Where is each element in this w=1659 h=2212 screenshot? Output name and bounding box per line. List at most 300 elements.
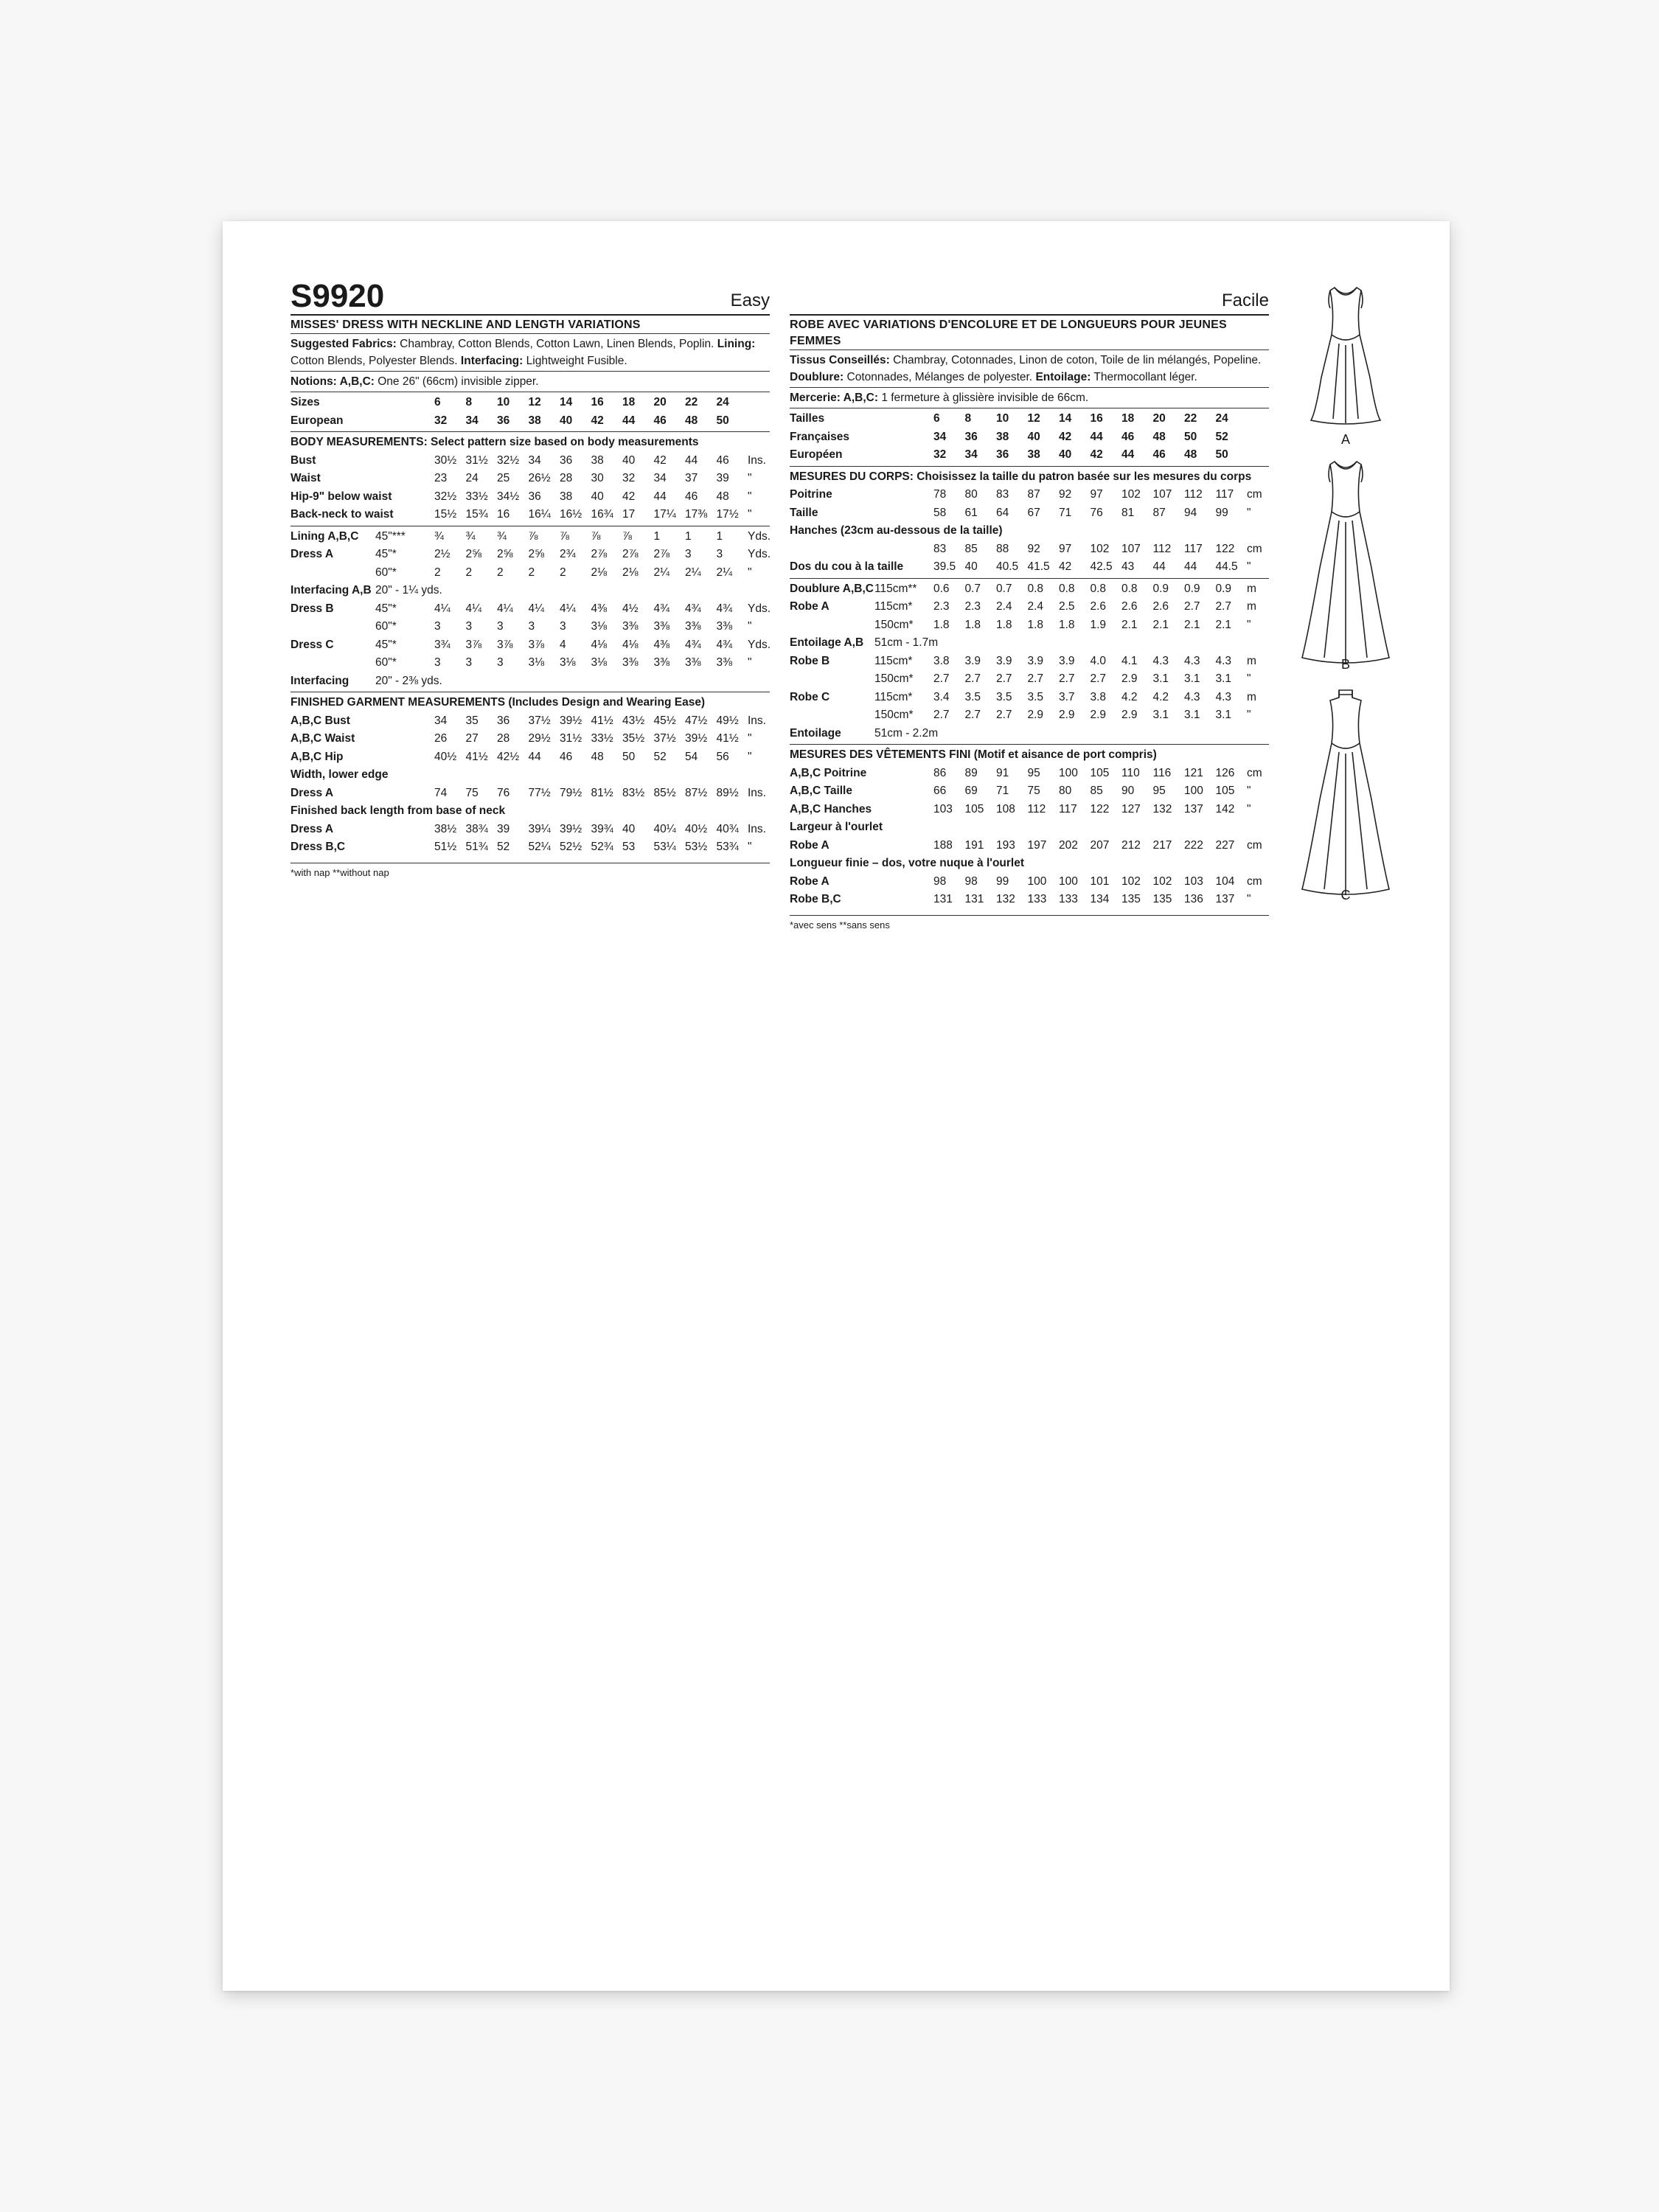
- notions: [291, 371, 770, 392]
- table-cell: 3: [685, 548, 692, 560]
- table-cell: 33½: [591, 732, 613, 745]
- table-cell: 71: [1059, 506, 1072, 519]
- table-cell: 52¼: [528, 841, 551, 853]
- finished-measurements: [291, 692, 770, 858]
- table-cell: 42: [1059, 430, 1072, 443]
- sizes-label: Sizes: [291, 396, 320, 408]
- table-cell: 48: [716, 490, 729, 503]
- table-cell: 78: [933, 488, 947, 501]
- table-cell: 10: [996, 412, 1009, 425]
- table-cell: 49½: [716, 714, 739, 727]
- table-cell: 3⅞: [497, 638, 513, 651]
- row-label: Dos du cou à la taille: [790, 560, 904, 573]
- table-cell: 112: [1184, 488, 1203, 501]
- yardage-table: [291, 526, 770, 692]
- table-cell: 3⅜: [653, 656, 670, 669]
- table-cell: 87½: [685, 786, 708, 799]
- table-cell: 2.5: [1059, 600, 1075, 613]
- table-cell: 38: [560, 490, 573, 503]
- table-row: [291, 564, 770, 582]
- table-cell: 2.9: [1121, 672, 1138, 685]
- tailles-row: [790, 410, 1269, 428]
- table-cell: 103: [933, 802, 953, 815]
- table-cell: 25: [497, 472, 510, 484]
- table-cell: 42: [653, 453, 667, 467]
- table-row: [291, 712, 770, 731]
- table-cell: 34: [528, 453, 541, 467]
- table-cell: 4.3: [1215, 654, 1232, 667]
- table-cell: 32½: [497, 453, 520, 467]
- table-cell: 16: [591, 396, 604, 408]
- table-row: [291, 600, 770, 619]
- table-cell: 227: [1215, 838, 1235, 852]
- table-cell: 61: [964, 506, 978, 519]
- table-row: [291, 838, 770, 857]
- table-cell: 12: [1027, 412, 1040, 425]
- table-cell: 202: [1059, 838, 1078, 852]
- table-cell: 27: [465, 732, 479, 745]
- table-row: [291, 748, 770, 767]
- table-cell: 80: [964, 488, 978, 501]
- row-label: Longueur finie – dos, votre nuque à l'ourlet: [790, 857, 1025, 869]
- table-cell: 30: [591, 472, 604, 484]
- table-row: [291, 785, 770, 803]
- table-cell: ⅞: [591, 529, 601, 543]
- table-cell: 102: [1121, 488, 1141, 501]
- table-row: [790, 558, 1269, 577]
- table-cell: 4.3: [1184, 654, 1200, 667]
- table-cell: 46: [653, 414, 667, 427]
- table-cell: 100: [1184, 785, 1203, 797]
- table-row: [790, 653, 1269, 671]
- table-cell: 23: [434, 472, 448, 484]
- table-cell: 48: [1152, 430, 1166, 443]
- table-cell: 39½: [560, 822, 582, 835]
- table-row: [790, 706, 1269, 725]
- table-cell: 53¾: [716, 841, 739, 853]
- table-cell: 39¾: [591, 822, 613, 835]
- table-row: [291, 452, 770, 470]
- table-row: [291, 821, 770, 839]
- table-cell: 3: [528, 620, 535, 633]
- body-heading: BODY MEASUREMENTS: Select pattern size based on body measurements: [291, 436, 699, 448]
- table-cell: 39: [716, 472, 729, 484]
- tailles-label: Tailles: [790, 412, 825, 425]
- table-row: [790, 670, 1269, 689]
- table-cell: 50: [622, 750, 636, 763]
- fabric-width: 150cm*: [874, 618, 914, 631]
- lining-label: Lining:: [717, 338, 756, 350]
- row-spacer: [375, 821, 434, 839]
- table-cell: 2.7: [996, 672, 1012, 685]
- table-cell: 110: [1121, 766, 1140, 779]
- row-label: A,B,C Taille: [790, 785, 852, 797]
- table-cell: 41½: [591, 714, 613, 727]
- table-cell: 142: [1215, 802, 1235, 815]
- row-label: Poitrine: [790, 488, 832, 501]
- table-cell: 0.8: [1027, 582, 1044, 595]
- table-cell: 16¾: [591, 508, 613, 521]
- europeen-label: Européen: [790, 448, 843, 461]
- table-cell: 102: [1090, 542, 1110, 555]
- table-cell: 44: [653, 490, 667, 503]
- row-label: Finished back length from base of neck: [291, 804, 506, 817]
- interfacing-text: Lightweight Fusible.: [526, 355, 627, 367]
- table-cell: 2: [560, 566, 566, 579]
- table-cell: 3⅜: [716, 656, 733, 669]
- table-cell: 121: [1184, 766, 1203, 779]
- row-spacer: [874, 558, 933, 577]
- row-spacer: [375, 748, 434, 767]
- unit-label: ": [1247, 560, 1251, 573]
- francaises-row: [790, 428, 1269, 447]
- table-cell: 2.6: [1121, 600, 1138, 613]
- table-cell: 53½: [685, 841, 708, 853]
- table-cell: 0.9: [1215, 582, 1232, 595]
- table-cell: 4.1: [1121, 654, 1138, 667]
- row-spacer: [874, 504, 933, 523]
- dress-views: [1298, 283, 1394, 917]
- table-cell: 2.7: [933, 672, 950, 685]
- table-cell: 100: [1027, 874, 1047, 888]
- table-cell: 2¼: [653, 566, 670, 579]
- table-cell: 14: [1059, 412, 1072, 425]
- table-cell: 32½: [434, 490, 457, 503]
- table-cell: 92: [1027, 542, 1040, 555]
- unit-label: Yds.: [748, 638, 771, 651]
- table-cell: 3⅛: [560, 656, 576, 669]
- interfacing-label: Interfacing:: [460, 355, 524, 367]
- unit-label: Ins.: [748, 786, 766, 799]
- unit-label: Ins.: [748, 453, 766, 467]
- table-row: [790, 486, 1269, 504]
- table-cell: 97: [1090, 488, 1103, 501]
- table-cell: 95: [1152, 785, 1166, 797]
- table-cell: 0.7: [996, 582, 1012, 595]
- table-cell: 2: [497, 566, 504, 579]
- table-cell: 69: [964, 785, 978, 797]
- table-row: [291, 506, 770, 524]
- table-cell: 2⅞: [591, 548, 608, 560]
- table-cell: 87: [1027, 488, 1040, 501]
- unit-label: cm: [1247, 766, 1262, 779]
- table-cell: 34½: [497, 490, 520, 503]
- table-row: [291, 766, 770, 785]
- table-cell: 83: [933, 542, 947, 555]
- unit-label: ": [1247, 506, 1251, 519]
- table-cell: 34: [434, 714, 448, 727]
- table-cell: 4.2: [1152, 690, 1169, 703]
- table-cell: 56: [716, 750, 729, 763]
- row-spacer: [874, 873, 933, 891]
- table-cell: 99: [1215, 506, 1228, 519]
- unit-label: cm: [1247, 874, 1262, 888]
- table-cell: 131: [933, 893, 953, 905]
- fabric-width: 60"*: [375, 566, 397, 579]
- table-cell: 35: [465, 714, 479, 727]
- table-cell: 4¼: [528, 602, 545, 615]
- row-label: A,B,C Poitrine: [790, 766, 867, 779]
- table-cell: 137: [1215, 893, 1235, 905]
- table-cell: 79½: [560, 786, 582, 799]
- fabric-width: 115cm*: [874, 654, 913, 667]
- table-cell: 74: [434, 786, 448, 799]
- table-cell: 3⅜: [622, 620, 639, 633]
- table-cell: 42.5: [1090, 560, 1113, 573]
- table-cell: 46: [685, 490, 698, 503]
- size-table-fr: [790, 408, 1269, 466]
- table-cell: 107: [1121, 542, 1141, 555]
- table-cell: 40: [1059, 448, 1072, 461]
- table-cell: 2: [434, 566, 441, 579]
- fabrics-text-fr: Chambray, Cotonnades, Linon de coton, Toile de lin mélangés, Popeline.: [893, 354, 1262, 366]
- row-label: Robe A: [790, 600, 830, 613]
- table-cell: 4.2: [1121, 690, 1138, 703]
- table-cell: 18: [1121, 412, 1135, 425]
- table-cell: ⅞: [560, 529, 569, 543]
- table-cell: 3: [497, 656, 504, 669]
- unit-label: ": [748, 508, 752, 521]
- table-row: [790, 873, 1269, 891]
- table-cell: 133: [1059, 893, 1078, 905]
- row-spacer: [874, 765, 933, 783]
- table-cell: 0.9: [1152, 582, 1169, 595]
- table-cell: 3.5: [964, 690, 981, 703]
- table-row: [790, 891, 1269, 909]
- table-cell: 2⅛: [622, 566, 639, 579]
- row-label: Dress B,C: [291, 841, 346, 853]
- table-cell: ⅞: [622, 529, 632, 543]
- table-cell: 1: [716, 529, 723, 543]
- row-label: Robe A: [790, 838, 830, 852]
- row-label: Dress A: [291, 822, 334, 835]
- table-cell: 3.1: [1215, 709, 1232, 721]
- lining-text: Cotton Blends, Polyester Blends.: [291, 355, 458, 367]
- table-cell: 112: [1152, 542, 1172, 555]
- finished-heading-fr: MESURES DES VÊTEMENTS FINI (Motif et aisance de port compris): [790, 748, 1157, 761]
- table-cell: 3.7: [1059, 690, 1075, 703]
- row-label: Waist: [291, 472, 321, 484]
- table-cell: 188: [933, 838, 953, 852]
- table-cell: 39¼: [528, 822, 551, 835]
- table-cell: 3: [465, 656, 473, 669]
- unit-label: ": [748, 472, 752, 484]
- fabric-width: 51cm - 1.7m: [874, 636, 939, 649]
- table-cell: 20: [1152, 412, 1166, 425]
- table-cell: 12: [528, 396, 541, 408]
- table-cell: 3.9: [964, 654, 981, 667]
- table-cell: 3: [465, 620, 473, 633]
- unit-label: ": [748, 656, 752, 669]
- table-cell: 2.7: [1027, 672, 1044, 685]
- table-cell: 2.7: [964, 672, 981, 685]
- table-row: [291, 488, 770, 507]
- yardage-table-fr: [790, 578, 1269, 745]
- fabric-width: 45"*: [375, 638, 397, 651]
- table-cell: 52½: [560, 841, 582, 853]
- dress-view-a-icon: [1298, 283, 1394, 431]
- table-cell: ¾: [465, 529, 476, 543]
- table-cell: 45½: [653, 714, 676, 727]
- table-cell: 4⅛: [622, 638, 639, 651]
- table-cell: 48: [685, 414, 698, 427]
- table-cell: 117: [1184, 542, 1203, 555]
- table-cell: 2¼: [685, 566, 701, 579]
- table-row: [790, 689, 1269, 707]
- table-cell: 3: [497, 620, 504, 633]
- table-cell: 39.5: [933, 560, 956, 573]
- table-cell: 31½: [465, 453, 488, 467]
- table-row: [790, 725, 1269, 743]
- table-cell: 2.3: [964, 600, 981, 613]
- table-row: [291, 546, 770, 564]
- table-cell: 44: [685, 453, 698, 467]
- table-cell: 2.1: [1152, 618, 1169, 631]
- table-cell: 51½: [434, 841, 457, 853]
- row-label: Dress C: [291, 638, 334, 651]
- table-cell: 3⅛: [591, 656, 608, 669]
- fabrics-label-fr: Tissus Conseillés:: [790, 354, 890, 366]
- table-cell: 212: [1121, 838, 1141, 852]
- table-cell: 16: [497, 508, 510, 521]
- unit-label: ": [1247, 893, 1251, 905]
- footnote: *with nap **without nap: [291, 863, 770, 880]
- table-cell: 3: [716, 548, 723, 560]
- table-cell: 10: [497, 396, 510, 408]
- row-label: A,B,C Hip: [291, 750, 344, 763]
- fabric-width: 51cm - 2.2m: [874, 726, 939, 740]
- table-cell: 217: [1152, 838, 1172, 852]
- table-cell: 38¾: [465, 822, 488, 835]
- table-cell: 24: [1215, 412, 1228, 425]
- table-row: [790, 634, 1269, 653]
- table-cell: 52: [653, 750, 667, 763]
- fabric-width: 45"*: [375, 602, 397, 615]
- unit-label: cm: [1247, 542, 1262, 555]
- table-cell: 40: [622, 822, 636, 835]
- pattern-code: S9920: [291, 278, 385, 314]
- table-cell: 122: [1215, 542, 1235, 555]
- table-cell: 38½: [434, 822, 457, 835]
- table-cell: 43½: [622, 714, 645, 727]
- table-cell: ⅞: [528, 529, 538, 543]
- table-cell: 6: [933, 412, 940, 425]
- notions-text-fr: 1 fermeture à glissière invisible de 66cm.: [881, 392, 1089, 404]
- table-cell: 46: [1152, 448, 1166, 461]
- table-cell: 117: [1059, 802, 1077, 815]
- table-cell: 126: [1215, 766, 1235, 779]
- table-cell: 1: [685, 529, 692, 543]
- table-cell: 3.8: [1090, 690, 1107, 703]
- unit-label: Yds.: [748, 548, 771, 560]
- table-row: [291, 582, 770, 600]
- table-cell: 44: [1090, 430, 1103, 443]
- table-cell: 15¾: [465, 508, 488, 521]
- unit-label: Yds.: [748, 529, 771, 543]
- table-cell: 2.4: [1027, 600, 1044, 613]
- table-row: [790, 765, 1269, 783]
- row-spacer: [874, 486, 933, 504]
- table-cell: 107: [1152, 488, 1172, 501]
- row-label: [291, 618, 375, 636]
- row-label: A,B,C Bust: [291, 714, 350, 727]
- table-cell: 40: [560, 414, 573, 427]
- table-cell: 2.1: [1184, 618, 1200, 631]
- table-cell: 117: [1215, 488, 1234, 501]
- table-cell: 3: [434, 656, 441, 669]
- unit-label: ": [1247, 802, 1251, 815]
- table-row: [291, 470, 770, 488]
- table-cell: 46: [560, 750, 573, 763]
- table-cell: 191: [964, 838, 984, 852]
- table-cell: 103: [1184, 874, 1203, 888]
- table-cell: 0.6: [933, 582, 950, 595]
- table-cell: 36: [560, 453, 573, 467]
- row-label: Robe B: [790, 654, 830, 667]
- table-cell: 197: [1027, 838, 1047, 852]
- table-cell: 116: [1152, 766, 1172, 779]
- table-cell: 2.9: [1090, 709, 1107, 721]
- fabric-width: 20" - 1¼ yds.: [375, 584, 442, 597]
- european-row: [291, 412, 770, 431]
- table-row: [790, 855, 1269, 873]
- table-cell: 37½: [528, 714, 551, 727]
- fabrics-text: Chambray, Cotton Blends, Cotton Lawn, Linen Blends, Poplin.: [400, 338, 714, 350]
- table-cell: 36: [528, 490, 541, 503]
- table-row: [291, 618, 770, 636]
- table-cell: 30½: [434, 453, 457, 467]
- table-cell: 3.5: [1027, 690, 1044, 703]
- interfacing-label-fr: Entoilage:: [1035, 371, 1091, 383]
- europeen-row: [790, 446, 1269, 465]
- table-row: [291, 528, 770, 546]
- table-row: [790, 504, 1269, 523]
- table-cell: 4.3: [1184, 690, 1200, 703]
- table-cell: 44: [1152, 560, 1166, 573]
- table-row: [790, 801, 1269, 819]
- unit-label: ": [748, 732, 752, 745]
- body-measurements: [291, 431, 770, 526]
- unit-label: m: [1247, 654, 1256, 667]
- table-cell: 101: [1090, 874, 1110, 888]
- unit-label: m: [1247, 600, 1256, 613]
- table-cell: 34: [964, 448, 978, 461]
- footnote-fr: *avec sens **sans sens: [790, 915, 1269, 932]
- fabric-width: 150cm*: [874, 709, 914, 721]
- table-cell: 75: [465, 786, 479, 799]
- table-cell: 41½: [465, 750, 488, 763]
- table-cell: 36: [497, 414, 510, 427]
- finished-heading: FINISHED GARMENT MEASUREMENTS (Includes Design and Wearing Ease): [291, 696, 706, 709]
- table-cell: 18: [622, 396, 636, 408]
- table-cell: 28: [560, 472, 573, 484]
- table-cell: 48: [591, 750, 604, 763]
- table-cell: 34: [933, 430, 947, 443]
- table-cell: 39: [497, 822, 510, 835]
- table-cell: 3.9: [1059, 654, 1075, 667]
- row-spacer: [874, 891, 933, 909]
- table-cell: 4¼: [560, 602, 576, 615]
- table-cell: 42: [1059, 560, 1072, 573]
- row-spacer: [375, 488, 434, 507]
- table-cell: 32: [933, 448, 947, 461]
- unit-label: ": [1247, 709, 1251, 721]
- table-cell: 80: [1059, 785, 1072, 797]
- pattern-title: MISSES' DRESS WITH NECKLINE AND LENGTH VARIATIONS: [291, 319, 641, 331]
- table-cell: 42: [1090, 448, 1103, 461]
- table-cell: 4½: [622, 602, 639, 615]
- notions-fr: [790, 387, 1269, 408]
